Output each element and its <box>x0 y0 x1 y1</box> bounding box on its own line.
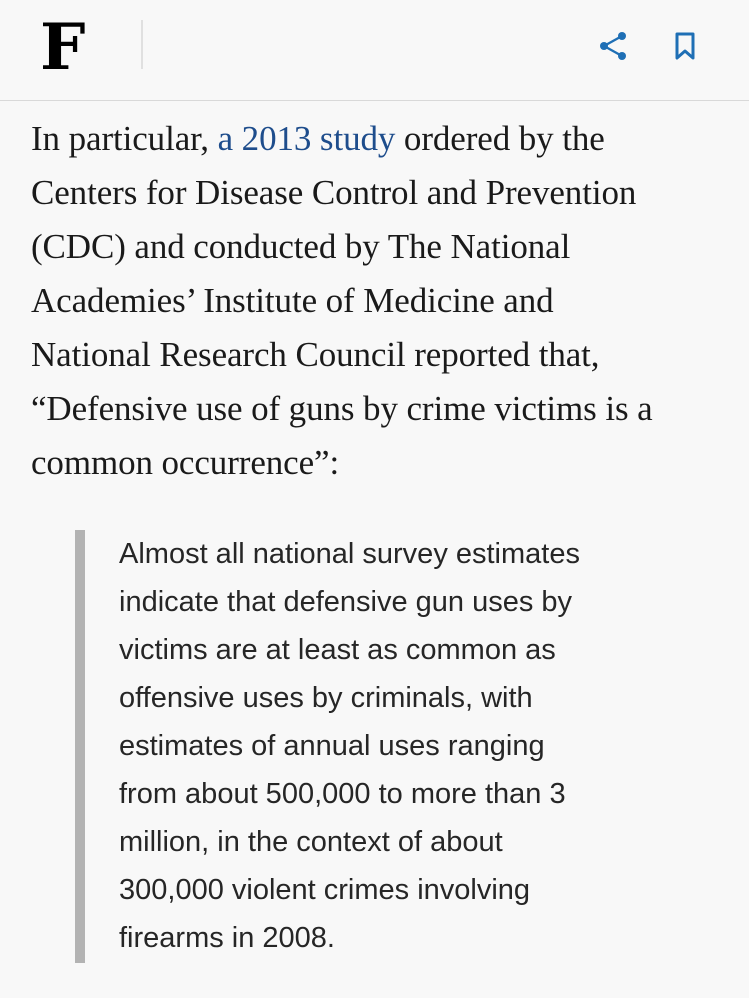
quote-line: estimates of annual uses ranging <box>119 730 545 762</box>
study-link[interactable]: a 2013 study <box>217 119 396 158</box>
quote-line: offensive uses by criminals, with <box>119 682 533 714</box>
quote-line: million, in the context of about <box>119 826 503 858</box>
article-line: National Research Council reported that, <box>31 335 600 374</box>
quote-line: 300,000 violent crimes involving <box>119 874 531 906</box>
article-paragraph <box>31 112 721 490</box>
share-button[interactable] <box>596 28 632 64</box>
quote-line: victims are at least as common as <box>119 634 556 666</box>
article-line: Academies’ Institute of Medicine and <box>31 281 554 320</box>
article-line: In particular, <box>31 119 218 158</box>
article-line: (CDC) and conducted by The National <box>31 227 571 266</box>
quote-line: Almost all national survey estimates <box>119 538 580 570</box>
share-icon <box>596 28 632 64</box>
quote-line: indicate that defensive gun uses by <box>119 586 573 618</box>
bookmark-button[interactable] <box>668 28 704 64</box>
article-line: common occurrence”: <box>31 443 340 482</box>
article-line: Centers for Disease Control and Prevention <box>31 173 637 212</box>
article-line: “Defensive use of guns by crime victims is a <box>31 389 653 428</box>
quote-line: firearms in 2008. <box>119 922 335 954</box>
blockquote-bar <box>75 530 85 963</box>
bookmark-icon <box>668 28 704 64</box>
publication-logo[interactable]: F <box>40 10 86 85</box>
header-divider <box>141 20 143 69</box>
app-header <box>0 0 749 101</box>
quote-line: from about 500,000 to more than 3 <box>119 778 566 810</box>
article-line: ordered by the <box>395 119 605 158</box>
blockquote <box>119 530 719 962</box>
